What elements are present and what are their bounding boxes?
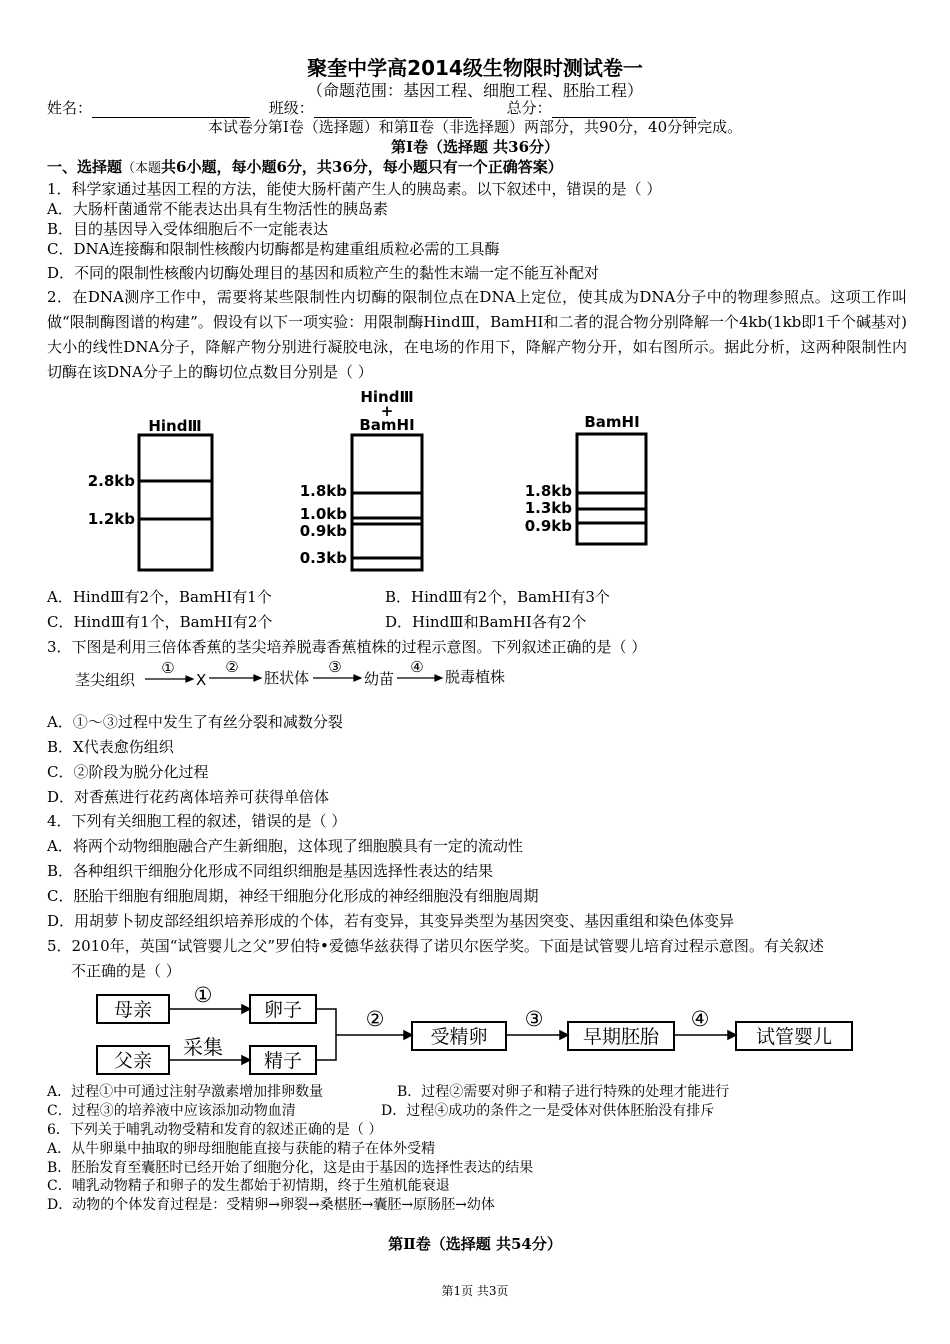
flow-arrow-head xyxy=(254,675,261,681)
section-heading xyxy=(47,156,563,177)
q5-option-d[interactable]: D．过程④成功的条件之一是受体对供体胚胎没有排斥 xyxy=(381,1103,715,1119)
flow-step-1: ① xyxy=(161,659,175,677)
q5-option-c[interactable]: C．过程③的培养液中应该添加动物血清 xyxy=(47,1103,296,1119)
lane2-plus: + xyxy=(380,402,394,420)
label-step-2: ② xyxy=(365,1007,385,1031)
flow-shoot-tip: 茎尖组织 xyxy=(75,671,136,689)
label-mother: 母亲 xyxy=(113,999,153,1021)
ivf-arrow-head xyxy=(242,1005,250,1013)
lane2-band-label: 0.9kb xyxy=(299,522,347,540)
q4-option-a[interactable]: A．将两个动物细胞融合产生新细胞，这体现了细胞膜具有一定的流动性 xyxy=(47,837,523,855)
q2-option-c[interactable]: C．HindⅢ有1个，BamHⅠ有2个 xyxy=(47,613,273,631)
page-number: 第1页 共3页 xyxy=(441,1284,509,1298)
gel-lane-hindiii xyxy=(139,435,212,570)
flow-seedling: 幼苗 xyxy=(364,670,395,688)
flow-x: X xyxy=(196,671,207,689)
q4-option-c[interactable]: C．胚胎干细胞有细胞周期，神经干细胞分化形成的神经细胞没有细胞周期 xyxy=(47,887,539,905)
label-step-3: ③ xyxy=(524,1007,544,1031)
flow-arrow-head xyxy=(435,675,442,681)
lane2-band-label: 1.0kb xyxy=(299,505,347,523)
gel-electrophoresis-figure xyxy=(75,385,675,585)
label-egg: 卵子 xyxy=(263,999,303,1021)
lane1-title: HindⅢ xyxy=(148,417,202,435)
flow-arrow-head xyxy=(354,675,361,681)
ivf-arrow-head xyxy=(242,1056,250,1064)
q6-stem: 6．下列关于哺乳动物受精和发育的叙述正确的是（ ） xyxy=(47,1122,383,1138)
exam-subtitle: （命题范围：基因工程、细胞工程、胚胎工程） xyxy=(306,81,643,100)
q6-option-b[interactable]: B．胚胎发育至囊胚时已经开始了细胞分化，这是由于基因的选择性表达的结果 xyxy=(47,1160,534,1176)
tissue-culture-flowchart xyxy=(75,658,535,692)
lane2-title-top: HindⅢ xyxy=(360,388,414,406)
q1-option-c[interactable]: C．DNA连接酶和限制性核酸内切酶都是构建重组质粒必需的工具酶 xyxy=(47,240,500,258)
q3-option-b[interactable]: B．X代表愈伤组织 xyxy=(47,738,174,756)
section-note-b: 共6小题，每小题6分，共36分，每小题只有一个正确答案） xyxy=(161,158,563,176)
lane3-band-label: 0.9kb xyxy=(524,517,572,535)
lane2-band-label: 0.3kb xyxy=(299,549,347,567)
part2-title: 第Ⅱ卷（选择题 共54分） xyxy=(388,1235,562,1253)
q3-option-c[interactable]: C．②阶段为脱分化过程 xyxy=(47,763,209,781)
q5-stem-line1: 5．2010年，英国“试管婴儿之父”罗伯特•爱德华兹获得了诺贝尔医学奖。下面是试管婴儿培育过程示意图。有关叙述 xyxy=(47,937,824,955)
q2-option-a[interactable]: A．HindⅢ有2个，BamHⅠ有1个 xyxy=(47,588,272,606)
lane3-band-label: 1.8kb xyxy=(524,482,572,500)
q6-option-c[interactable]: C．哺乳动物精子和卵子的发生都始于初情期，终于生殖机能衰退 xyxy=(47,1178,450,1194)
q5-stem-line2: 不正确的是（ ） xyxy=(71,962,181,980)
q1-stem: 1．科学家通过基因工程的方法，能使大肠杆菌产生人的胰岛素。以下叙述中，错误的是（ ） xyxy=(47,180,662,198)
section-note-a: （本题 xyxy=(122,161,162,176)
q3-stem: 3．下图是利用三倍体香蕉的茎尖培养脱毒香蕉植株的过程示意图。下列叙述正确的是（ ） xyxy=(47,638,647,656)
q6-option-d[interactable]: D．动物的个体发育过程是：受精卵→卵裂→桑椹胚→囊胚→原肠胚→幼体 xyxy=(47,1197,495,1213)
lane1-band-label: 2.8kb xyxy=(87,472,135,490)
ivf-arrow-head xyxy=(560,1031,568,1039)
lane3-title: BamHI xyxy=(584,413,640,431)
q1-option-d[interactable]: D．不同的限制性核酸内切酶处理目的基因和质粒产生的黏性末端一定不能互补配对 xyxy=(47,264,600,282)
gel-lane-bamhi xyxy=(577,434,646,544)
label-father: 父亲 xyxy=(113,1050,153,1072)
part1-title: 第Ⅰ卷（选择题 共36分） xyxy=(390,138,560,156)
q5-option-a[interactable]: A．过程①中可通过注射孕激素增加排卵数量 xyxy=(47,1084,324,1100)
flow-step-2: ② xyxy=(225,658,239,676)
score-label: 总分： xyxy=(506,99,552,117)
gel-lane-mix xyxy=(352,435,422,570)
flow-embryoid: 胚状体 xyxy=(264,669,310,687)
q3-option-d[interactable]: D．对香蕉进行花药离体培养可获得单倍体 xyxy=(47,788,330,806)
label-step-4: ④ xyxy=(690,1007,710,1031)
q2-option-d[interactable]: D．HindⅢ和BamHⅠ各有2个 xyxy=(385,613,587,631)
student-info-row xyxy=(47,97,696,118)
q1-option-b[interactable]: B．目的基因导入受体细胞后不一定能表达 xyxy=(47,220,329,238)
lane2-band-label: 1.8kb xyxy=(299,482,347,500)
section-label: 一、选择题 xyxy=(47,158,123,176)
name-label: 姓名： xyxy=(47,99,93,117)
ivf-arrow-head xyxy=(728,1031,736,1039)
label-step-1: ① xyxy=(193,983,213,1007)
q1-option-a[interactable]: A．大肠杆菌通常不能表达出具有生物活性的胰岛素 xyxy=(47,200,388,218)
ivf-arrow-head xyxy=(404,1031,412,1039)
q2-stem: 2．在DNA测序工作中，需要将某些限制性内切酶的限制位点在DNA上定位，使其成为DNA分子中的物理参照点。这项工作叫做“限制酶图谱的构建”。假设有以下一项实验：用限制酶HindⅢ，BamHⅠ和二者的混合物分别降解一个4kb(1kb即1千个碱基对)大小的线性DNA分子，降解产物分别进行凝胶电泳，在电场的作用下，降解产物分开，如右图所示。据此分析，这两种限制性内切酶在该DNA分子上的酶切位点数目分别是（ ） xyxy=(47,288,907,381)
q3-option-a[interactable]: A．①～③过程中发生了有丝分裂和减数分裂 xyxy=(47,713,343,731)
ivf-process-diagram xyxy=(90,980,870,1080)
exam-note: 本试卷分第Ⅰ卷（选择题）和第Ⅱ卷（非选择题）两部分，共90分，40分钟完成。 xyxy=(207,118,743,136)
exam-title: 聚奎中学高2014级生物限时测试卷一 xyxy=(307,56,643,80)
ivf-bracket xyxy=(316,1009,336,1060)
flow-step-3: ③ xyxy=(328,658,342,676)
q2-option-b[interactable]: B．HindⅢ有2个，BamHⅠ有3个 xyxy=(385,588,610,606)
flow-step-4: ④ xyxy=(410,658,424,676)
q5-option-b[interactable]: B．过程②需要对卵子和精子进行特殊的处理才能进行 xyxy=(397,1084,730,1100)
q6-option-a[interactable]: A．从牛卵巢中抽取的卵母细胞能直接与获能的精子在体外受精 xyxy=(47,1141,436,1157)
label-collect: 采集 xyxy=(183,1035,223,1059)
q4-option-b[interactable]: B．各种组织干细胞分化形成不同组织细胞是基因选择性表达的结果 xyxy=(47,862,494,880)
class-label: 班级： xyxy=(268,99,314,117)
label-early-embryo: 早期胚胎 xyxy=(582,1026,660,1048)
lane1-band-label: 1.2kb xyxy=(87,510,135,528)
flow-virus-free-plant: 脱毒植株 xyxy=(445,668,506,686)
lane3-band-label: 1.3kb xyxy=(524,499,572,517)
q4-option-d[interactable]: D．用胡萝卜韧皮部经组织培养形成的个体，若有变异，其变异类型为基因突变、基因重组和染色体变异 xyxy=(47,912,735,930)
label-sperm: 精子 xyxy=(263,1050,303,1072)
label-test-tube-baby: 试管婴儿 xyxy=(755,1026,833,1048)
lane2-title-bottom: BamHI xyxy=(359,416,415,434)
flow-arrow-head xyxy=(186,676,193,682)
q4-stem: 4．下列有关细胞工程的叙述，错误的是（ ） xyxy=(47,812,347,830)
label-zygote: 受精卵 xyxy=(430,1026,488,1048)
